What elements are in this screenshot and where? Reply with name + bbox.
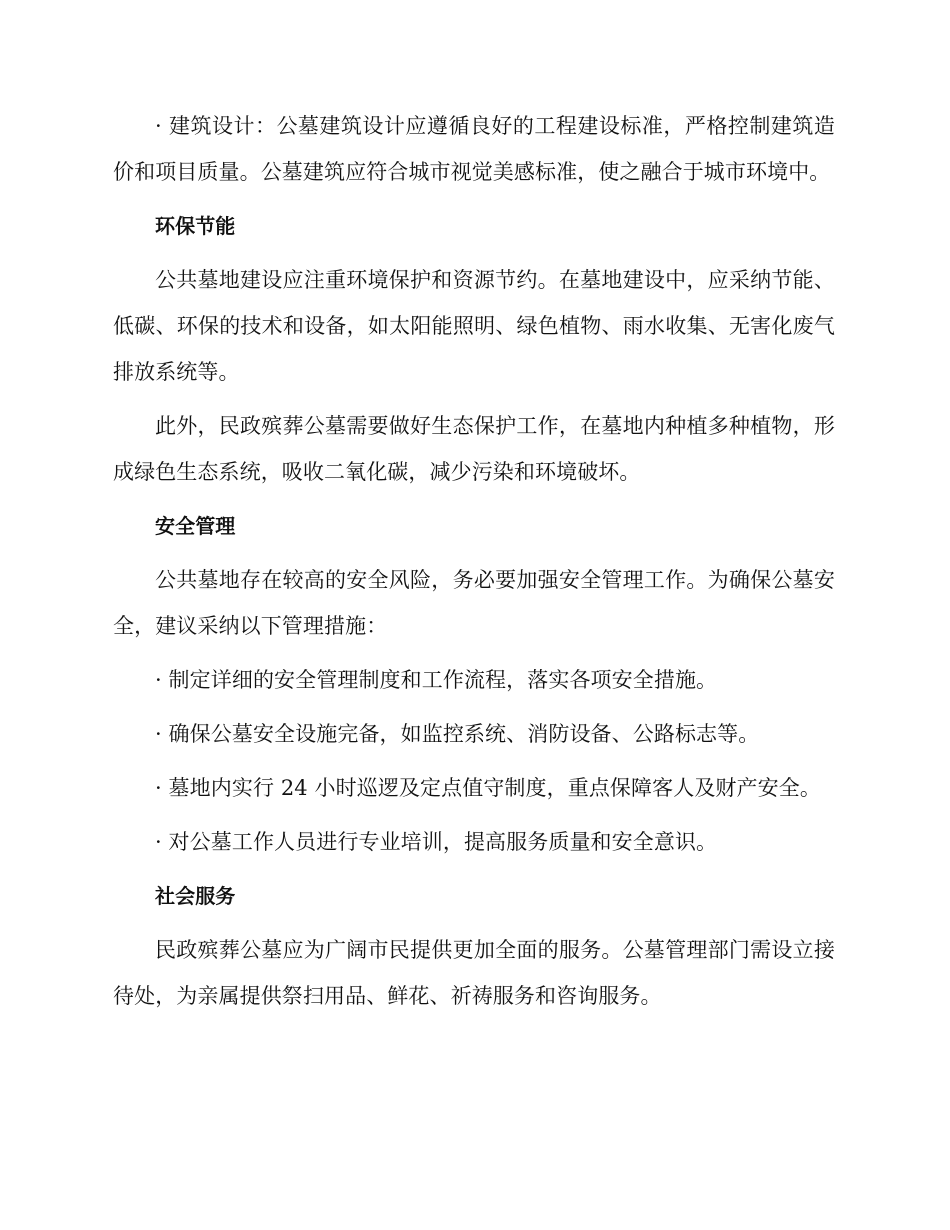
document-body — [113, 103, 835, 1027]
paragraph-safety-intro: 公共墓地存在较高的安全风险，务必要加强安全管理工作。为确保公墓安全，建议采纳以下管理措施： — [113, 568, 835, 638]
paragraph-environment-1: 公共墓地建设应注重环境保护和资源节约。在墓地建设中，应采纳节能、低碳、环保的技术和设备，如太阳能照明、绿色植物、雨水收集、无害化废气排放系统等。 — [113, 268, 835, 384]
bullet-safety-patrol: · 墓地内实行 24 小时巡逻及定点值守制度，重点保障客人及财产安全。 — [155, 776, 821, 800]
paragraph-social-service: 民政殡葬公墓应为广阔市民提供更加全面的服务。公墓管理部门需设立接待处，为亲属提供祭扫用品、鲜花、祈祷服务和咨询服务。 — [113, 938, 835, 1008]
heading-safety-management: 安全管理 — [155, 514, 236, 538]
heading-social-service: 社会服务 — [155, 884, 236, 908]
bullet-architecture-design: · 建筑设计：公墓建筑设计应遵循良好的工程建设标准，严格控制建筑造价和项目质量。公墓建筑应符合城市视觉美感标准，使之融合于城市环境中。 — [113, 114, 835, 184]
heading-environmental-energy: 环保节能 — [155, 214, 236, 238]
bullet-safety-rules: · 制定详细的安全管理制度和工作流程，落实各项安全措施。 — [155, 668, 718, 692]
bullet-staff-training: · 对公墓工作人员进行专业培训，提高服务质量和安全意识。 — [155, 830, 718, 854]
bullet-safety-facilities: · 确保公墓安全设施完备，如监控系统、消防设备、公路标志等。 — [155, 722, 760, 746]
paragraph-environment-2: 此外，民政殡葬公墓需要做好生态保护工作，在墓地内种植多种植物，形成绿色生态系统，吸收二氧化碳，减少污染和环境破坏。 — [113, 414, 835, 484]
